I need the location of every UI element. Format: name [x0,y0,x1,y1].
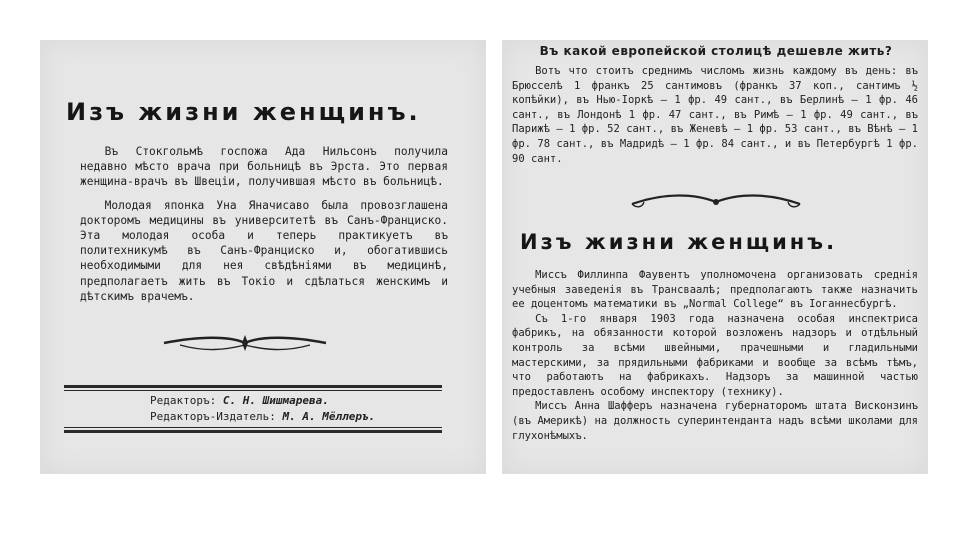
editor-credits [150,394,450,423]
left-newspaper-page [40,40,486,474]
cost-of-living-heading: Въ какой европейской столицѣ дешевле жить? [539,44,893,58]
right-title-block [520,230,920,254]
cost-of-living-paragraph: Вотъ что стоитъ среднимъ числомъ жизнь каждому въ день: въ Брюсселѣ 1 франкъ 25 сантимовъ (франкъ 37 коп., сантимъ ½ копѣйки), въ Нью-Іоркѣ — 1 фр. 49 сант., въ Берлинѣ — 1 фр. 46 сант., въ Лондонѣ 1 фр. 47 сант., въ Римѣ — 1 фр. 49 сант., въ Парижѣ — 1 фр. 52 сант., въ Женевѣ — 1 фр. 53 сант., въ Вѣнѣ — 1 фр. 78 сант., въ Мадридѣ — 1 фр. 84 сант., и въ Петербургѣ 1 фр. 90 сант. [512,65,918,165]
editor-line [150,394,450,407]
left-divider-ornament [160,330,330,356]
left-title-block [66,98,466,126]
right-article-body [512,268,918,443]
right-divider-ornament [626,186,806,216]
top-double-rule [64,385,442,388]
right-paragraph-1: Миссъ Филлинпа Фаувентъ уполномочена организовать среднія учебныя заведенія въ Трансваалѣ; предполагаютъ также назначить ее доцентомъ математики въ „Normal College“ въ Іоганнесбургѣ. [512,269,918,311]
right-paragraph-2: Съ 1-го января 1903 года назначена особая инспектриса фабрикъ, на обязанности которой возложенъ надзоръ и отдѣльный контроль за всѣми швейными, прачешными и гладильными мастерскими, за прядильными фабриками и вообще за всѣмъ тѣмъ, что работаютъ на фабрикахъ. Надзоръ за машинной частью предоставленъ особому инспектору (технику). [512,312,918,398]
cost-of-living-body [512,64,918,166]
editor-label: Редакторъ: [150,394,217,407]
publisher-line [150,410,450,423]
right-paragraph-3: Миссъ Анна Шафферъ назначена губернаторомъ штата Висконзинъ (въ Америкѣ) на должность суперинтенданта надъ всѣми школами для глухонѣмыхъ. [512,400,918,442]
cost-of-living-heading-block [514,44,918,58]
left-article-body [80,144,448,304]
publisher-name: М. А. Мёллеръ. [282,410,376,423]
top-double-rule-thin [64,390,442,391]
publisher-label: Редакторъ-Издатель: [150,410,276,423]
editor-name: С. Н. Шишмарева. [222,394,329,407]
left-paragraph-1: Въ Стокгольмѣ госпожа Ада Нильсонъ получила недавно мѣсто врача при больницѣ въ Эрста. Это первая женщина-врачъ въ Швеціи, получившая мѣсто въ больницѣ. [80,145,448,189]
right-newspaper-page [502,40,928,474]
bottom-double-rule-thin [64,427,442,428]
right-section-title: Изъ жизни женщинъ. [520,230,838,254]
left-paragraph-2: Молодая японка Уна Яначисаво была провозглашена докторомъ медицины въ университетѣ въ Санъ-Франциско. Эта молодая особа и теперь практикуетъ въ политехникумѣ въ Санъ-Франциско и, обогатившись необходимыми для нея свѣдѣніями въ медицинѣ, предполагаетъ жить въ Токіо и сдѣлаться женскимъ и дѣтскимъ врачемъ. [80,198,448,303]
bottom-double-rule [64,430,442,433]
left-section-title: Изъ жизни женщинъ. [66,98,421,126]
